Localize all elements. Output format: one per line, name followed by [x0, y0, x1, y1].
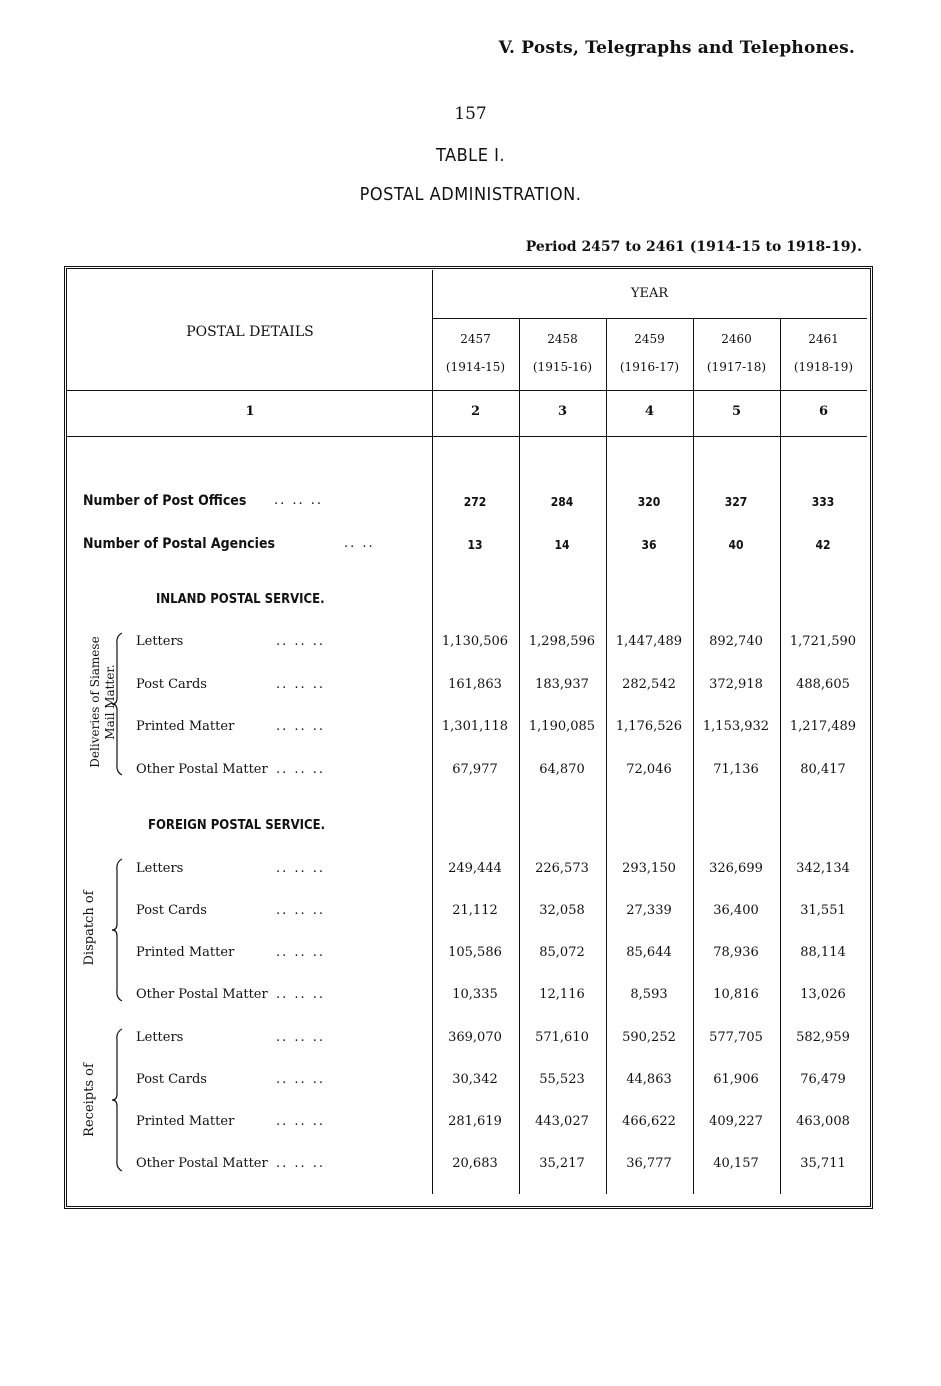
row-value: 44,863 — [626, 1072, 672, 1087]
leader-dots: .. .. .. — [276, 676, 326, 692]
leader-dots: .. .. — [344, 536, 375, 551]
summary-value: 272 — [463, 495, 487, 509]
column-number: 2 — [470, 404, 481, 419]
row-value: 293,150 — [622, 861, 676, 876]
row-value: 590,252 — [622, 1030, 676, 1045]
brace-icon — [110, 858, 124, 1002]
row-value: 12,116 — [539, 987, 585, 1002]
row-value: 67,977 — [452, 761, 498, 777]
row-value: 64,870 — [539, 761, 585, 777]
table-rule — [67, 390, 867, 391]
row-value: 582,959 — [796, 1030, 850, 1045]
row-value: 892,740 — [709, 634, 763, 649]
row-value: 369,070 — [448, 1030, 502, 1045]
row-value: 85,072 — [539, 945, 585, 960]
leader-dots: .. .. .. — [274, 493, 324, 508]
table-rule — [432, 318, 867, 319]
row-value: 61,906 — [713, 1072, 759, 1087]
row-value: 78,936 — [713, 945, 759, 960]
group-label: Dispatch of — [82, 890, 97, 966]
row-label: Printed Matter — [136, 1114, 235, 1129]
leader-dots: .. .. .. — [276, 761, 326, 777]
summary-value: 42 — [815, 538, 831, 552]
row-label: Other Postal Matter — [136, 987, 268, 1002]
row-value: 8,593 — [630, 987, 668, 1002]
row-value: 85,644 — [626, 945, 672, 960]
row-value: 466,622 — [622, 1114, 676, 1129]
leader-dots: .. .. .. — [276, 861, 326, 876]
row-label: Printed Matter — [136, 945, 235, 960]
page-number: 157 — [454, 104, 487, 124]
period-caption: Period 2457 to 2461 (1914-15 to 1918-19). — [525, 239, 862, 255]
row-value: 31,551 — [800, 903, 846, 918]
row-label: Post Cards — [136, 1072, 207, 1087]
row-label: Letters — [136, 1030, 184, 1045]
table-subtitle: POSTAL ADMINISTRATION. — [359, 184, 582, 205]
summary-value: 333 — [811, 495, 835, 509]
row-value: 1,153,932 — [702, 719, 770, 734]
year-be: 2461 — [808, 332, 839, 346]
group-label: Receipts of — [82, 1063, 97, 1137]
row-value: 32,058 — [539, 903, 585, 918]
row-value: 577,705 — [709, 1030, 763, 1045]
row-value: 571,610 — [535, 1030, 589, 1045]
year-ad: (1914-15) — [445, 360, 506, 374]
summary-label: Number of Postal Agencies — [83, 536, 276, 552]
year-header: YEAR — [630, 286, 669, 301]
row-value: 88,114 — [800, 945, 846, 960]
row-value: 36,777 — [626, 1156, 672, 1171]
summary-value: 284 — [550, 495, 574, 509]
row-value: 21,112 — [452, 903, 498, 918]
table-rule — [519, 318, 520, 1194]
row-value: 226,573 — [535, 861, 589, 876]
table-rule — [780, 318, 781, 1194]
leader-dots: .. .. .. — [276, 634, 326, 649]
summary-label: Number of Post Offices — [83, 493, 247, 509]
row-value: 71,136 — [713, 761, 759, 777]
leader-dots: .. .. .. — [276, 1114, 326, 1129]
row-value: 40,157 — [713, 1156, 759, 1171]
year-ad: (1915-16) — [532, 360, 593, 374]
row-value: 1,721,590 — [789, 634, 857, 649]
row-value: 1,176,526 — [615, 719, 683, 734]
row-value: 30,342 — [452, 1072, 498, 1087]
row-value: 1,301,118 — [441, 719, 509, 734]
table-rule — [67, 436, 867, 437]
row-value: 1,190,085 — [528, 719, 596, 734]
row-value: 36,400 — [713, 903, 759, 918]
brace-icon — [110, 632, 124, 776]
row-value: 463,008 — [796, 1114, 850, 1129]
table-rule — [606, 318, 607, 1194]
row-value: 35,711 — [800, 1156, 846, 1171]
summary-value: 40 — [728, 538, 744, 552]
row-value: 72,046 — [626, 761, 672, 777]
year-ad: (1918-19) — [793, 360, 854, 374]
row-value: 282,542 — [622, 676, 676, 692]
column-number: 5 — [731, 404, 742, 419]
section-heading: INLAND POSTAL SERVICE. — [156, 592, 325, 607]
column-number: 4 — [644, 404, 655, 419]
row-value: 80,417 — [800, 761, 846, 777]
year-be: 2460 — [721, 332, 752, 346]
leader-dots: .. .. .. — [276, 945, 326, 960]
year-ad: (1917-18) — [706, 360, 767, 374]
row-value: 342,134 — [796, 861, 850, 876]
summary-value: 320 — [637, 495, 661, 509]
row-value: 10,816 — [713, 987, 759, 1002]
row-label: Other Postal Matter — [136, 761, 268, 777]
row-value: 13,026 — [800, 987, 846, 1002]
row-value: 281,619 — [448, 1114, 502, 1129]
leader-dots: .. .. .. — [276, 719, 326, 734]
leader-dots: .. .. .. — [276, 987, 326, 1002]
leader-dots: .. .. .. — [276, 1072, 326, 1087]
row-value: 20,683 — [452, 1156, 498, 1171]
row-value: 55,523 — [539, 1072, 585, 1087]
row-value: 488,605 — [796, 676, 850, 692]
row-label: Letters — [136, 634, 184, 649]
table-rule — [693, 318, 694, 1194]
details-header: POSTAL DETAILS — [186, 324, 314, 340]
leader-dots: .. .. .. — [276, 903, 326, 918]
row-value: 35,217 — [539, 1156, 585, 1171]
section-heading: FOREIGN POSTAL SERVICE. — [148, 818, 326, 833]
leader-dots: .. .. .. — [276, 1156, 326, 1171]
year-be: 2459 — [634, 332, 665, 346]
row-label: Letters — [136, 861, 184, 876]
row-value: 1,130,506 — [441, 634, 509, 649]
group-label: Deliveries of Siamese Mail Matter. — [88, 636, 117, 768]
row-label: Post Cards — [136, 676, 207, 692]
section-title: V. Posts, Telegraphs and Telephones. — [498, 38, 855, 58]
row-value: 27,339 — [626, 903, 672, 918]
brace-icon — [110, 1028, 124, 1172]
year-be: 2457 — [460, 332, 491, 346]
row-value: 372,918 — [709, 676, 763, 692]
row-value: 183,937 — [535, 676, 589, 692]
summary-value: 14 — [554, 538, 570, 552]
row-value: 1,447,489 — [615, 634, 683, 649]
row-value: 409,227 — [709, 1114, 763, 1129]
row-value: 10,335 — [452, 987, 498, 1002]
summary-value: 36 — [641, 538, 657, 552]
row-value: 1,298,596 — [528, 634, 596, 649]
leader-dots: .. .. .. — [276, 1030, 326, 1045]
row-value: 326,699 — [709, 861, 763, 876]
row-value: 249,444 — [448, 861, 502, 876]
column-number: 3 — [557, 404, 568, 419]
row-value: 76,479 — [800, 1072, 846, 1087]
row-value: 161,863 — [448, 676, 502, 692]
table-title: TABLE I. — [436, 145, 505, 166]
year-ad: (1916-17) — [619, 360, 680, 374]
row-value: 105,586 — [448, 945, 502, 960]
summary-value: 327 — [724, 495, 748, 509]
column-number: 6 — [818, 404, 829, 419]
summary-value: 13 — [467, 538, 483, 552]
row-label: Other Postal Matter — [136, 1156, 268, 1171]
year-be: 2458 — [547, 332, 578, 346]
row-value: 1,217,489 — [789, 719, 857, 734]
row-value: 443,027 — [535, 1114, 589, 1129]
column-number: 1 — [245, 404, 255, 419]
row-label: Printed Matter — [136, 719, 235, 734]
row-label: Post Cards — [136, 903, 207, 918]
